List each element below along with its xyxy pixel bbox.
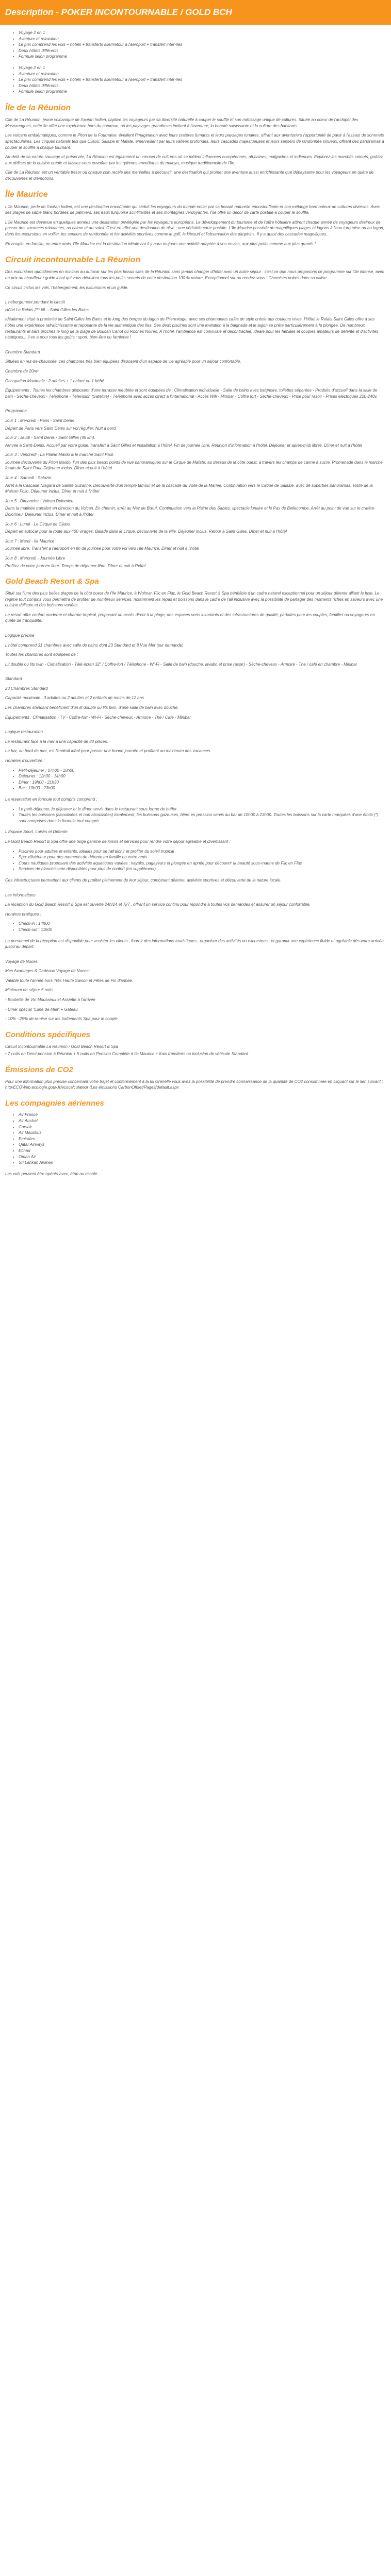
- paragraph: Horaires d'ouverture :: [5, 758, 45, 764]
- day-title: Jour 8 : Mercredi - Journée Libre: [5, 556, 66, 561]
- leisure-list: [5, 849, 386, 872]
- program-day: [5, 555, 386, 569]
- program-day: [5, 452, 386, 471]
- paragraph: Horaires pratiques :: [5, 911, 41, 917]
- list-item: • Check-out : 11h00: [19, 927, 386, 933]
- paragraph: • 7 nuits en Demi-pension à Réunion + 5 nuits en Pension Complète à Ile Maurice + frais transferts ou inclusion de véhicule Standard: [5, 1052, 249, 1057]
- paragraph: Idéalement situé à proximité de Saint Gilles les Bains et le long des berges du lagon de l'Hermitage, avec ses charmantes cafés de style créole aux couleurs vives, l'Hôtel le Relais Saint Gilles offre à ses hôtes une expérience rafraîchissante et reposante de la vie authentique des îles. Ses deux piscines sont une invitation à la baignade et le lagon se prête particulièrement à la plongée. De nombreux restaurants et bars proches le long de la plage de Boucan Canot ou Roches Noires. À l'hôtel, l'ambiance est conviviale et décontractée, idéale pour les familles et couples amateurs de détente et d'activités nautiques... il en a pour tous les goûts : sport, bien-être ou farniente !: [5, 317, 379, 340]
- list-item: • Emirates: [19, 1136, 386, 1142]
- list-item: • Air France: [19, 1112, 386, 1118]
- day-text: Profitez de votre journée libre. Temps de déjeuner libre. Dîner et nuit à l'hôtel.: [5, 563, 147, 568]
- paragraph: Ces infrastructures permettent aux clients de profiter pleinement de leur séjour, combinant détente, activités sportives et découverte de la nature locale.: [5, 877, 282, 883]
- paragraph: Capacité maximale : 3 adultes ou 2 adultes et 2 enfants de moins de 12 ans: [5, 696, 144, 701]
- list-item: • Aventure et relaxation: [19, 71, 386, 77]
- paragraph: - 10% - 25% de remise sur les traitements Spa pour le couple: [5, 1016, 118, 1022]
- paragraph: Au-delà de sa nature sauvage et préservée, La Réunion est également un creuset de cultures où se mêlent influences européennes, africaines, malgaches et indiennes. Explorez les marchés colorés, goûtez aux délices de la cuisine créole et laissez-vous envoûter par les rythmes envoûtants du maloya, musique traditionnelle de l'île.: [5, 155, 383, 165]
- section-title-circuit: Circuit incontournable La Réunion: [5, 256, 141, 265]
- list-item: • Qatar Airways: [19, 1142, 386, 1148]
- intro-list-2: [5, 65, 386, 95]
- day-title: Jour 4 : Samedi - Salazie: [5, 476, 52, 481]
- program-day: [5, 435, 386, 448]
- room-title: Chambre Standard: [5, 349, 40, 354]
- day-text: Dans la matinée transfert en direction du Volcan. En chemin, arrêt au Nez de Bœuf. Continuation vers la Plaine des Sables, spectacle lunaire et le Pas de Bellecombe. Arrêt au point de vue sur le cratère Dolomieu. Déjeuner inclus. Dîner et nuit à l'hôtel: [5, 506, 374, 517]
- paragraph: Cîle de La Réunion, jeune volcanique de l'océan Indien, captive les voyageurs par sa diversité naturelle à couper le souffle et son métissage unique de cultures. Située au coeur de l'archipel des Mascareignes, cette île offre une expérience hors du commun, où les paysages grandioses invitent à l'aventure, la beauté saisissante et la culture des habitants.: [5, 117, 359, 128]
- paragraph: - Bouteille de Vin Mousseux et Assiette à l'arrivée: [5, 997, 95, 1003]
- program-day: [5, 418, 386, 431]
- list-item: • Spa: d'intérieur pour des moments de détente en famille ou entre amis: [19, 854, 386, 860]
- paragraph: Ce circuit inclus les vols, l'hébergement, les excursions et un guide.: [5, 285, 128, 290]
- list-item: • Déjeuner : 12h30 - 14h00: [19, 773, 386, 779]
- list-item: • Air Mauritius: [19, 1130, 386, 1136]
- hotel-intro: L'hébergement pendant le circuit: [5, 300, 65, 305]
- paragraph: Situé sur l'une des plus belles plages de la côte ouest de l'Ile Maurice, à Wolmar, Flic en Flac, le Gold Beach Resort & Spa bénéficie d'un cadre naturel exceptionnel pour un séjour détente alliant le luxe. Le régime tout compris vous permettra de profiter de nombreux services, notamment les repas et boissons dans le cadre de l'all inclusive avec la possibilité de partager des moments riches en saveurs avec une cuisine délicate et des boissons variées.: [5, 590, 383, 608]
- paragraph: Les chambres standard bénéficient d'un lit double ou lits twin, d'une salle de bain avec douche.: [5, 705, 179, 710]
- list-item: • Dîner : 19h00 - 21h30: [19, 779, 386, 786]
- day-text: Journée libre. Transfert à l'aéroport en fin de journée pour votre vol vers l'Ile Maurice. Dîner et nuit à l'hôtel: [5, 546, 200, 551]
- list-item: • Formule selon programme: [19, 54, 386, 60]
- day-title: Jour 5 : Dimanche - Volcan Dolomieu: [5, 498, 74, 503]
- paragraph: Les volcans emblématiques, comme le Piton de la Fournaise, éveillent l'imagination avec leurs cratères fumants et leurs paysages lunaires, offrant aux aventuriers l'opportunité de partir à l'assaut de sommets spectaculaires. Les cirques naturels tels que Cilaos, Salazie et Mafate, émerveillent par leurs vallées profondes, leurs cascades majestueuses et leurs sentiers de randonnée sinueux, offrant des panoramas à couper le souffle à chaque tournant.: [5, 133, 384, 150]
- list-item: • Le prix comprend les vols + hôtels + transferts aller/retour à l'aéroport + transfert inter-îles: [19, 42, 386, 48]
- day-title: Jour 1 : Mercredi - Paris - Saint Denis: [5, 418, 74, 423]
- day-title: Jour 7 : Mardi - Ile Maurice: [5, 538, 55, 544]
- info-hours-list: [5, 921, 386, 933]
- subheading: Les informations: [5, 892, 36, 897]
- section-title-maurice: Île Maurice: [5, 190, 48, 199]
- page-header: [0, 0, 391, 25]
- paragraph: 23 Chambres Standard: [5, 686, 48, 691]
- intro-list-1: [5, 30, 386, 60]
- list-item: • Check-in : 14h00: [19, 921, 386, 927]
- list-item: • Piscines pour adultes et enfants, idéales pour se rafraîchir et profiter du soleil tropical: [19, 849, 386, 855]
- list-item: • Deux hôtels différents: [19, 48, 386, 54]
- paragraph: Chambre de 20m²: [5, 368, 39, 374]
- list-item: • Bar : 10h00 - 23h00: [19, 785, 386, 791]
- day-text: Départ de Paris vers Saint Denis sur vol régulier. Nuit à bord.: [5, 426, 117, 431]
- hotel-name: Hôtel Le Relais 2** NL - Saint Gilles les Bains: [5, 307, 89, 312]
- program-day: [5, 498, 386, 518]
- list-item: • Voyage 2 en 1: [19, 30, 386, 36]
- list-item: • Oman Air: [19, 1154, 386, 1160]
- day-text: Arrivée à Saint-Denis. Accueil par votre guide, transfert à Saint Gilles et installation à l'hôtel. Fin de journée libre. Réunion d'information à l'hôtel. Déjeuner et après-midi libres. Dîner et nuit à l'hôtel: [5, 443, 362, 448]
- formula-list: [5, 806, 386, 824]
- paragraph: Le bar, au bord de mer, est l'endroit idéal pour passer une bonne journée et profitant au maximum des vacances.: [5, 749, 211, 754]
- list-item: • Cours nautiques proposant des activités aquatiques variées : kayaks, pagayeurs et plongée en apnée pour découvrir la beauté sous-marine de Flic en Flac: [19, 860, 386, 867]
- list-item: • Le prix comprend les vols + hôtels + transferts aller/retour à l'aéroport + transfert inter-îles: [19, 77, 386, 83]
- paragraph: Le restaurant face à la mer a une capacité de 80 places.: [5, 739, 108, 744]
- list-item: • Corsair: [19, 1124, 386, 1130]
- program-day: [5, 475, 386, 495]
- content: [0, 25, 391, 1177]
- paragraph: L'île Maurice est devenue en quelques années une destination privilégiée par les voyageurs européens. Le développement du tourisme et de l'offre hôtelière attirent chaque année de voyageurs désireux de passer des vacances relaxantes, au calme et au soleil. C'est en effet une destination de rêve ; une véritable carte postale. L'île Maurice possède de magnifiques plages et lagons à l'eau turquoise ou au lagon, dans les excursions en voilier, les sentiers de randonnée et les activités sportives comme le golf, le kitesurf et l'observation des dauphins. Il y a aussi des cascades magnifiques...: [5, 219, 384, 237]
- day-text: Départ en autocar pour la route aux 400 virages. Balade dans le cirque, découverte de la ville. Déjeuner inclus. Retour à Saint Gilles. Dîner et nuit à l'hôtel: [5, 529, 287, 534]
- list-item: • Toutes les boissons (alcoolisées et non alcoolisées) localement, les boissons gazeuses, bière en pression servis au bar de 10h00 à 23h00. Toutes les boissons sur la carte marquées d'une étoile (*) sont comprises dans la formule tout compris.: [19, 812, 386, 824]
- section-title-co2: Émissions de CO2: [5, 1065, 73, 1074]
- list-item: • Sri Lankan Airlines: [19, 1160, 386, 1166]
- paragraph: Le personnel de la réception est disponible pour assister les clients , fournir des informations touristiques , organiser des activités ou excursions , et garantir une expérience fluide et agréable dès votre arrivée jusqu'au départ.: [5, 938, 384, 950]
- hours-list: [5, 768, 386, 791]
- subheading: Standard: [5, 676, 22, 682]
- paragraph: Lit double ou lits twin - Climatisation - Télé écran 32" / Coffre-fort / Téléphone - Wi-Fi - Salle de bain (douche, lavabo et prise rasoir) - Sèche-cheveux - Armoire - The / café en chambre - Minibar: [5, 662, 357, 667]
- day-title: Jour 3 : Vendredi - La Plaine Maïdo & le marché Saint Paul.: [5, 452, 115, 457]
- paragraph: L'hôtel comprend 31 chambres avec salle de bains dont 23 Standard et 8 Vue Mer (sur demande): [5, 642, 184, 648]
- list-item: • Deux hôtels différents: [19, 83, 386, 89]
- section-title-conditions: Conditions spécifiques: [5, 1030, 91, 1039]
- paragraph: Le resort offre confort moderne et charme tropical, proposant un accès direct à la plage, des espaces verts luxuriants et des infrastructures de qualité, parfaites pour les couples, familles ou voyageurs en quête de tranquillité.: [5, 612, 375, 623]
- program-day: [5, 538, 386, 552]
- paragraph: La réservation en formule tout compris comprend :: [5, 797, 97, 802]
- paragraph: - Dîner spécial "Lune de Miel" + Gâteau: [5, 1007, 78, 1012]
- subheading: Logique restauration: [5, 730, 43, 735]
- list-item: • Services de blanchisserie disponibles pour plus de confort (en supplément): [19, 866, 386, 872]
- list-item: • Air Austral: [19, 1118, 386, 1124]
- footer-note: Les vols peuvent être opérés avec, étap au escale.: [5, 1171, 99, 1176]
- paragraph: Le Gold Beach Resort & Spa offre une large gamme de loisirs et services pour rendre votre séjour agréable et divertissant :: [5, 839, 231, 844]
- paragraph: La réception du Gold Beach Resort & Spa est ouverte 24h/24 et 7j/7 , offrant un service continu pour répondre à toutes vos demandes et assurer un séjour confortable.: [5, 902, 311, 907]
- paragraph: Valable toute l'année hors Très Haute Saison et Fêtes de Fin d'année.: [5, 978, 134, 983]
- paragraph: Minimum de séjour 5 nuits: [5, 988, 54, 993]
- day-text: Journée découverte du Piton Maïdo, l'un des plus beaux points de vue panoramiques sur le Cirque de Mafate, au dessus de la côte ouest, à travers les champs de canne à sucre. Promenade dans le marché forain de Saint Paul. Déjeuner inclus. Dîner et nuit à l'hôtel: [5, 460, 383, 471]
- paragraph: Cîle de La Réunion est un véritable trésor où chaque coin recèle des merveilles à découvrir, une destination qui promet une aventure aussi enrichissante que dépaysante pour les voyageurs en quête de découvertes et d'émotions.: [5, 170, 374, 181]
- paragraph: L'île Maurice, perle de l'océan Indien, est une destination envoûtante qui séduit les voyageurs du monde entier par sa beauté naturelle époustouflante et son mélange harmonieux de cultures diverses. Avec ses plages de sable blanc bordées de palmiers, ses eaux turquoise scintillantes et ses montagnes verdoyantes, l'île offre un décor de carte postale à couper le souffle.: [5, 204, 380, 215]
- list-item: • Petit-déjeuner : 07h00 - 10h00: [19, 768, 386, 774]
- paragraph: Pour une information plus précise concernant votre trajet et conformément à la loi Grenelle vous avez la possibilité de prendre connaissance de la quantité de CO2 consommée en cliquant sur le lien suivant : http/ECOWeb.ecologie.gouv.fr/ecocalculateur (Les émissions CarbonOffset/Pages/default.aspx: [5, 1079, 383, 1090]
- paragraph: Des excursions quotidiennes en minibus au autocar sur les plus beaux sites de la Réunion sans jamais changer d'hôtel avec un autre séjour : c'est ce que nous proposons ce programme sur l'île intense, avec un prix au chauffeur / guide local qui vous dévoilera tous les petits secrets de cette destination 100 % nature. Exceptionnel sur au rendez-vous ! Chemises noires dans sa valise.: [5, 269, 384, 280]
- list-item: • Aventure et relaxation: [19, 36, 386, 42]
- day-text: Arrêt à la Cascade Niagara de Sainte Suzanne. Découverte d'un temple tamoul et de la cascade du Voile de la Mariée. Continuation vers le Cirque de Salazie, avec de superbes panoramas. Visite de la Maison Folio. Déjeuner inclus. Dîner et nuit à l'hôtel: [5, 483, 373, 494]
- section-title-reunion: Île de la Réunion: [5, 103, 71, 112]
- paragraph: Situées en rez-de-chaussée, ces chambres très bien équipées disposent d'un espace de vie agréable pour un séjour confortable.: [5, 359, 241, 364]
- paragraph: Équipements : Toutes les chambres disposent d'une terrasse meublée et sont équipées de : Climatisation individuelle - Salle de bains avec baignoire, toilettes séparées - Produits d'accueil dans la salle de bain - Sèche-cheveux - Téléphone - Télévision (Satellite) - Téléphone avec accès direct à l'international - Accès Wifi - Minibar - Coffre fort - Sèche-cheveux - Prise pour rasoir - Prises électriques 220-240v.: [5, 388, 378, 399]
- program-title: Programme: [5, 409, 27, 414]
- section-title-gold: Gold Beach Resort & Spa: [5, 577, 99, 586]
- list-item: • Etihad: [19, 1148, 386, 1154]
- airlines-list: [5, 1112, 386, 1165]
- program-day: [5, 521, 386, 535]
- paragraph: Mes Avantages & Cadeaux Voyage de Noces:: [5, 969, 90, 974]
- list-item: • Formule selon programme: [19, 89, 386, 95]
- section-title-airlines: Les compagnies aériennes: [5, 1098, 104, 1108]
- list-item: • Le petit-déjeuner, le déjeuner et le dîner servis dans le restaurant sous forme de buffet: [19, 806, 386, 812]
- subheading: Voyage de Noces: [5, 959, 38, 964]
- list-item: • Voyage 2 en 1: [19, 65, 386, 71]
- paragraph: Équipements : Climatisation - TV - Coffre-fort - Wi-Fi - Sèche-cheveux - Armoire - Thé / Café - Minibar: [5, 715, 191, 720]
- paragraph: En couple, en famille, ou entre amis, l'île Maurice est la destination idéale car il y aura toujours une activité adaptée à vos envies, aux plus petits comme aux plus grands !: [5, 241, 316, 246]
- subheading: L'Espace Sport, Loisirs et Détente: [5, 829, 68, 835]
- page-title: Description - POKER INCONTOURNABLE / GOLD BCH: [5, 7, 232, 17]
- paragraph: Occupation Maximale : 2 adultes + 1 enfant ou 1 bébé: [5, 378, 104, 383]
- paragraph: Circuit Incontournable La Réunion / Gold Beach Resort & Spa: [5, 1044, 119, 1049]
- paragraph: Toutes les chambres sont équipées de :: [5, 652, 78, 657]
- day-title: Jour 2 : Jeudi - Saint Denis / Saint Gilles (45 km).: [5, 435, 95, 440]
- subheading: Logique précise: [5, 633, 35, 638]
- day-title: Jour 6 : Lundi - Le Cirque de Cilaos: [5, 521, 70, 527]
